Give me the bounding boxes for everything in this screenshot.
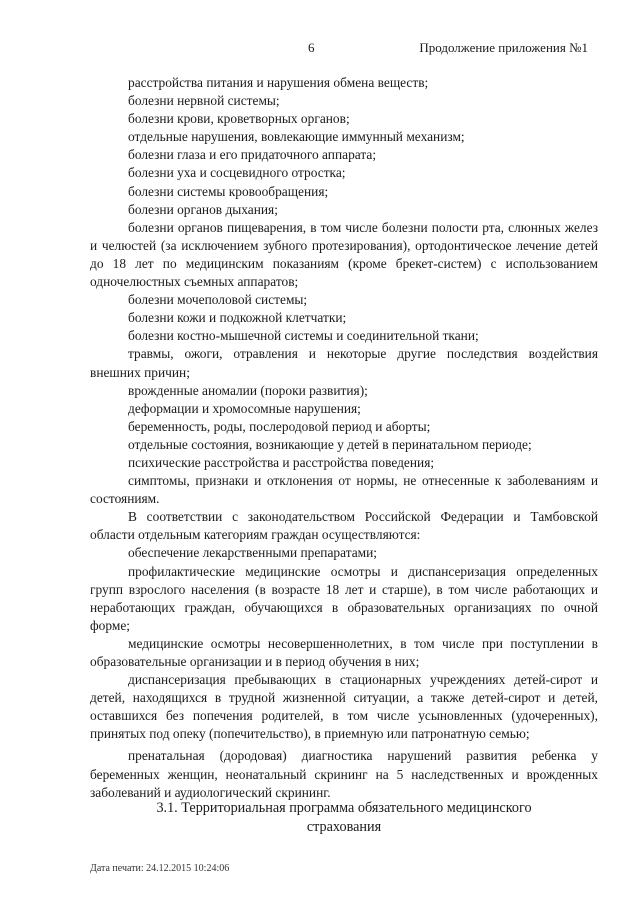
list-item: болезни костно-мышечной системы и соединительной ткани; xyxy=(128,328,479,344)
list-item: психические расстройства и расстройства поведения; xyxy=(128,454,435,470)
paragraph: В соответствии с законодательством Российской Федерации и Тамбовской области отдельным категориям граждан осуществляются: xyxy=(90,509,598,543)
list-item: обеспечение лекарственными препаратами; xyxy=(128,545,378,561)
list-item: беременность, роды, послеродовой период и аборты; xyxy=(128,418,431,434)
section-title-line-1: 3.1. Территориальная программа обязательного медицинского xyxy=(156,800,532,816)
list-item: болезни глаза и его придаточного аппарата; xyxy=(128,147,377,163)
list-item: болезни нервной системы; xyxy=(128,93,280,109)
appendix-continuation-header: Продолжение приложения №1 xyxy=(419,40,588,55)
list-item: расстройства питания и нарушения обмена веществ; xyxy=(128,75,429,90)
list-item: болезни системы кровообращения; xyxy=(128,183,329,199)
section-title xyxy=(90,799,598,837)
list-item: болезни органов пищеварения, в том числе болезни полости рта, слюнных желез и челюстей (за исключением зубного протезирования), ортодонтическое лечение детей до 18 лет по медицинским показаниям (кроме брекет-систем) с использованием одночелюстных съемных аппаратов; xyxy=(90,219,598,290)
print-date: Дата печати: 24.12.2015 10:24:06 xyxy=(90,863,230,874)
list-item: врожденные аномалии (пороки развития); xyxy=(128,382,368,398)
list-item: болезни кожи и подкожной клетчатки; xyxy=(128,310,347,326)
list-item: отдельные нарушения, вовлекающие иммунный механизм; xyxy=(128,129,465,145)
page-number: 6 xyxy=(308,40,315,55)
document-body xyxy=(90,74,598,802)
list-item: болезни органов дыхания; xyxy=(128,201,278,217)
section-title-line-2: страхования xyxy=(306,819,382,835)
list-item: медицинские осмотры несовершеннолетних, в том числе при поступлении в образовательные организации и в период обучения в них; xyxy=(90,635,598,669)
list-item: деформации и хромосомные нарушения; xyxy=(128,400,361,416)
list-item: отдельные состояния, возникающие у детей в перинатальном периоде; xyxy=(128,436,532,452)
list-item: болезни мочеполовой системы; xyxy=(128,292,308,308)
list-item: пренатальная (дородовая) диагностика нарушений развития ребенка у беременных женщин, неонатальный скрининг на 5 наследственных и врожденных заболеваний и аудиологический скрининг. xyxy=(90,748,598,800)
list-item: болезни крови, кроветворных органов; xyxy=(128,111,350,127)
list-item: симптомы, признаки и отклонения от нормы, не отнесенные к заболеваниям и состояниям. xyxy=(90,473,598,507)
list-item: профилактические медицинские осмотры и диспансеризация определенных групп взрослого населения (в возрасте 18 лет и старше), в том числе работающих и неработающих граждан, обучающихся в образовательных организациях по очной форме; xyxy=(90,563,598,633)
list-item: болезни уха и сосцевидного отростка; xyxy=(128,165,346,181)
list-item: диспансеризация пребывающих в стационарных учреждениях детей-сирот и детей, находящихся в трудной жизненной ситуации, а также детей-сирот и детей, оставшихся без попечения родителей, в том числе усыновленных (удочеренных), принятых под опеку (попечительство), в приемную или патронатную семью; xyxy=(90,672,598,742)
list-item: травмы, ожоги, отравления и некоторые другие последствия воздействия внешних причин; xyxy=(90,346,598,380)
